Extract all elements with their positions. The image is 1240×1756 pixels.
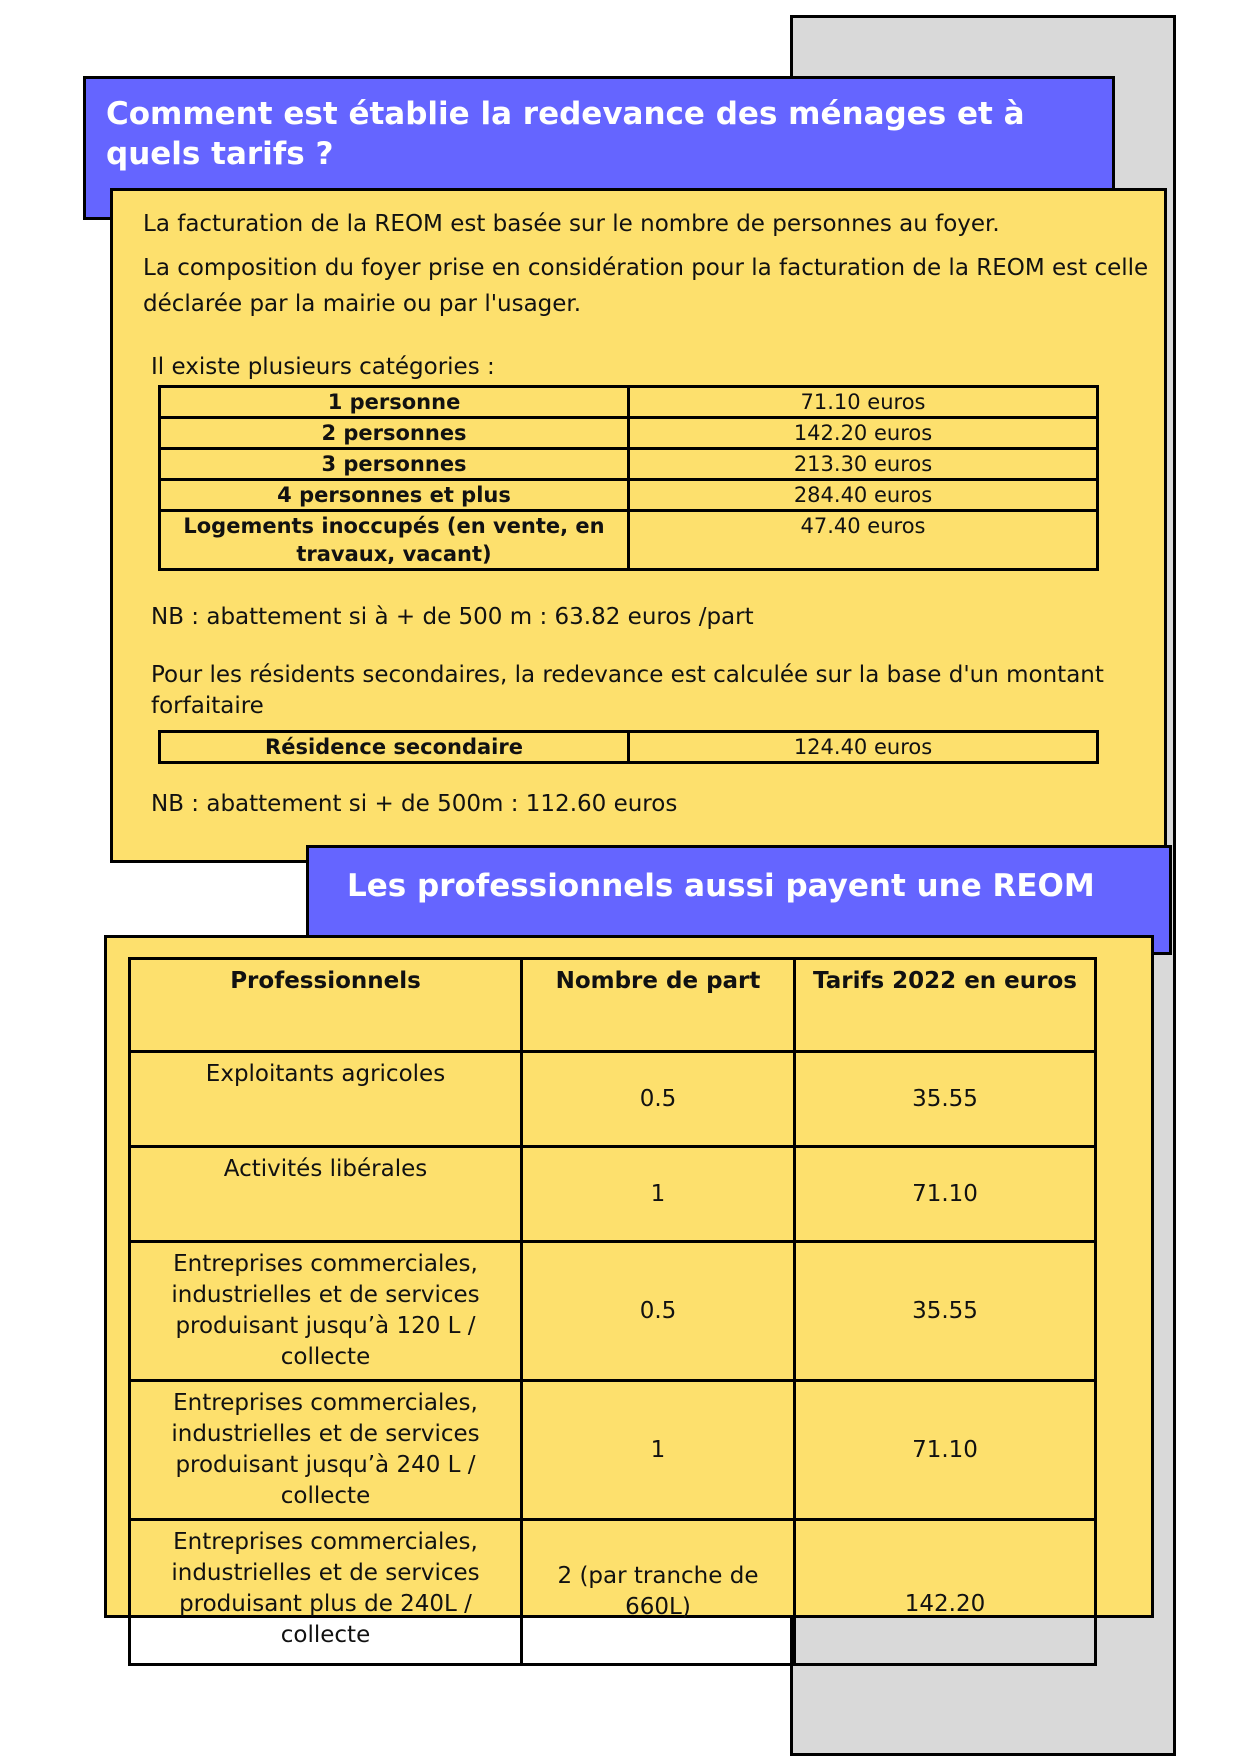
tarif-value: 71.10	[795, 1381, 1096, 1520]
table-row	[130, 1052, 1096, 1147]
professionals-rates-table	[128, 957, 1097, 1666]
rate-value: 71.10 euros	[629, 387, 1098, 418]
professional-category: Entreprises commerciales, industrielles et de services produisant jusqu’à 240 L / collecte	[130, 1381, 522, 1520]
table-row	[160, 732, 1098, 763]
table-row	[160, 480, 1098, 511]
parts-value: 2 (par tranche de 660L)	[522, 1520, 795, 1665]
categories-intro: Il existe plusieurs catégories :	[151, 354, 495, 380]
parts-value: 0.5	[522, 1242, 795, 1381]
professional-category: Exploitants agricoles	[130, 1052, 522, 1147]
parts-value: 0.5	[522, 1052, 795, 1147]
rate-value: 213.30 euros	[629, 449, 1098, 480]
section-title-professionals: Les professionnels aussi payent une REOM	[347, 868, 1095, 904]
tarif-value: 71.10	[795, 1147, 1096, 1242]
section-title-households: Comment est établie la redevance des ménages et à quels tarifs ?	[106, 96, 1025, 172]
table-row	[130, 1242, 1096, 1381]
secondary-residence-intro: Pour les résidents secondaires, la redevance est calculée sur la base d'un montant forfaitaire	[151, 662, 1104, 719]
table-row	[130, 1147, 1096, 1242]
column-header-tarifs: Tarifs 2022 en euros	[795, 959, 1096, 1052]
household-rates-table	[158, 385, 1099, 571]
rate-value: 47.40 euros	[629, 511, 1098, 570]
parts-value: 1	[522, 1381, 795, 1520]
parts-value: 1	[522, 1147, 795, 1242]
table-row	[160, 449, 1098, 480]
secondary-residence-table	[158, 730, 1099, 764]
rate-label: Logements inoccupés (en vente, en travaux, vacant)	[160, 511, 629, 570]
table-row	[160, 511, 1098, 570]
professional-category: Activités libérales	[130, 1147, 522, 1242]
table-row	[160, 418, 1098, 449]
nb-distance-household: NB : abattement si à + de 500 m : 63.82 euros /part	[151, 604, 754, 630]
rate-label: Résidence secondaire	[160, 732, 629, 763]
nb-distance-secondary: NB : abattement si + de 500m : 112.60 euros	[151, 791, 678, 817]
rate-value: 142.20 euros	[629, 418, 1098, 449]
column-header-professionnels: Professionnels	[130, 959, 522, 1052]
rate-value: 124.40 euros	[629, 732, 1098, 763]
table-row	[160, 387, 1098, 418]
table-row	[130, 1520, 1096, 1665]
intro-paragraph-2: La composition du foyer prise en considération pour la facturation de la REOM est celle déclarée par la mairie ou par l'usager.	[143, 255, 1149, 317]
professional-category: Entreprises commerciales, industrielles et de services produisant jusqu’à 120 L / collecte	[130, 1242, 522, 1381]
column-header-parts: Nombre de part	[522, 959, 795, 1052]
rate-label: 3 personnes	[160, 449, 629, 480]
table-header-row	[130, 959, 1096, 1052]
rate-label: 4 personnes et plus	[160, 480, 629, 511]
intro-paragraph-1: La facturation de la REOM est basée sur le nombre de personnes au foyer.	[143, 211, 1000, 237]
rate-label: 1 personne	[160, 387, 629, 418]
table-row	[130, 1381, 1096, 1520]
tarif-value: 142.20	[795, 1520, 1096, 1665]
rate-value: 284.40 euros	[629, 480, 1098, 511]
professional-category: Entreprises commerciales, industrielles et de services produisant plus de 240L / collecte	[130, 1520, 522, 1665]
rate-label: 2 personnes	[160, 418, 629, 449]
tarif-value: 35.55	[795, 1052, 1096, 1147]
tarif-value: 35.55	[795, 1242, 1096, 1381]
